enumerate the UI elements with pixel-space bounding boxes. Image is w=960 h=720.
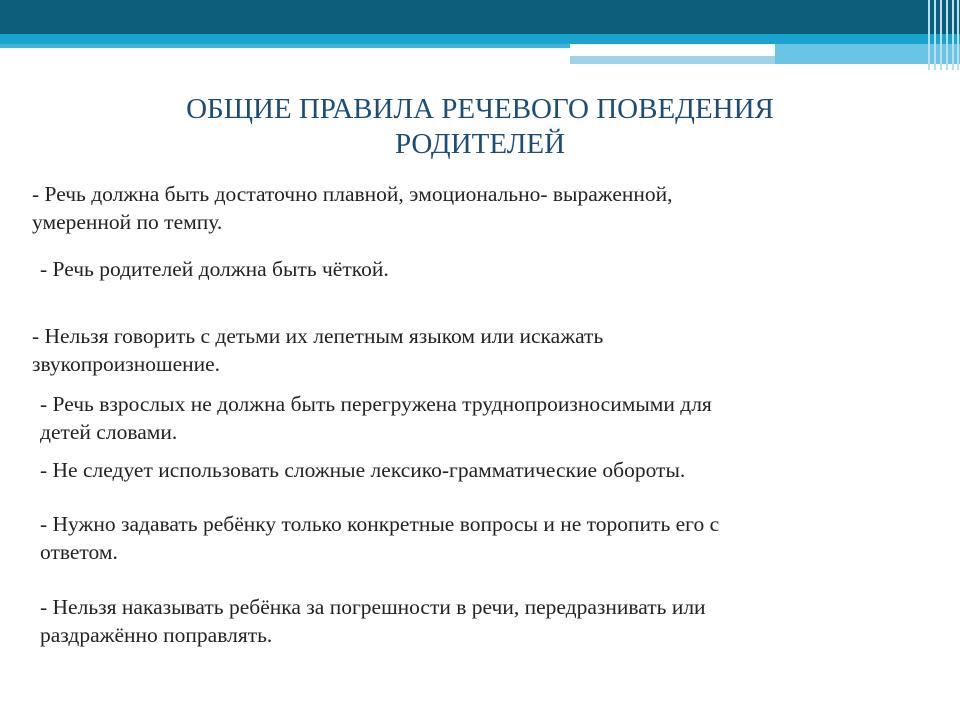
rule-item-7 [40, 593, 706, 649]
rule-item-7-line-1: - Нельзя наказывать ребёнка за погрешности в речи, передразнивать или [40, 595, 706, 619]
rule-item-1 [32, 180, 673, 236]
header-stripes [926, 0, 960, 70]
rule-item-3 [32, 322, 603, 378]
rule-item-6-line-2: ответом. [40, 540, 118, 564]
rule-item-6 [40, 510, 719, 566]
rule-item-4-line-2: детей словами. [40, 420, 178, 444]
rule-item-1-line-2: умеренной по темпу. [32, 210, 223, 234]
title-line-2: РОДИТЕЛЕЙ [394, 128, 566, 160]
rule-item-6-line-1: - Нужно задавать ребёнку только конкретные вопросы и не торопить его с [40, 512, 720, 536]
rule-item-4-line-1: - Речь взрослых не должна быть перегружена труднопроизносимыми для [40, 392, 712, 416]
header-pale-band [570, 56, 775, 64]
rule-item-5 [40, 456, 685, 484]
header-dark-band [0, 0, 960, 34]
rule-item-2 [40, 255, 389, 283]
rule-item-2-line-1: - Речь родителей должна быть чёткой. [40, 257, 389, 281]
rule-item-3-line-2: звукопроизношение. [32, 352, 221, 376]
rule-item-1-line-1: - Речь должна быть достаточно плавной, эмоционально- выраженной, [32, 182, 673, 206]
rule-item-3-line-1: - Нельзя говорить с детьми их лепетным языком или искажать [32, 324, 604, 348]
header-light-band [0, 34, 960, 44]
rule-item-5-line-1: - Не следует использовать сложные лексико-грамматические обороты. [40, 458, 686, 482]
rule-item-7-line-2: раздражённо поправлять. [40, 623, 273, 647]
header-accent-line [0, 44, 570, 48]
slide-title [60, 92, 900, 162]
header-bar [0, 0, 960, 70]
rule-item-4 [40, 390, 712, 446]
title-line-1: ОБЩИЕ ПРАВИЛА РЕЧЕВОГО ПОВЕДЕНИЯ [186, 93, 774, 125]
